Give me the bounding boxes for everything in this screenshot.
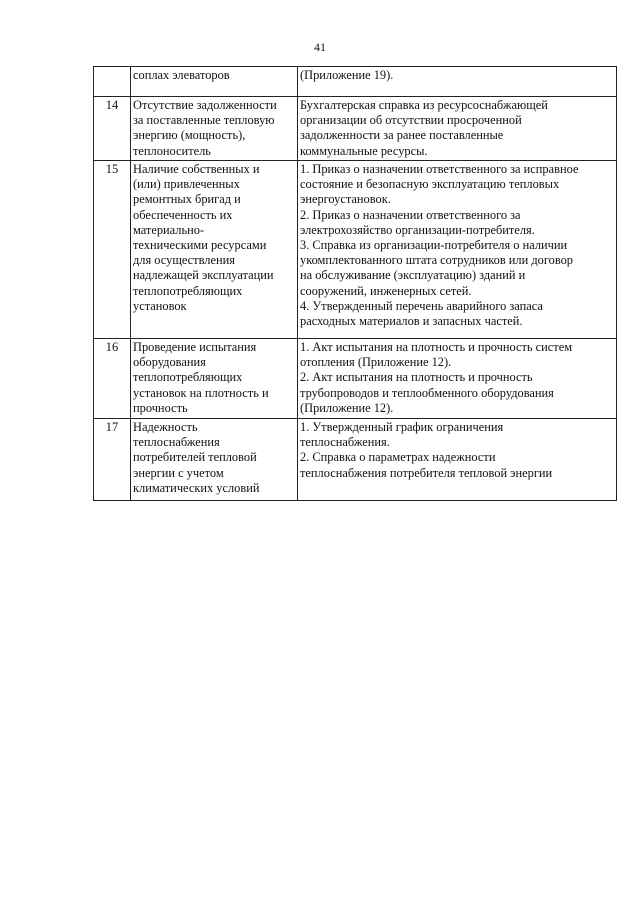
criterion-line: Проведение испытания [133, 340, 257, 354]
documents-cell [298, 67, 617, 97]
criterion-line: обеспеченность их [133, 207, 233, 222]
documents-cell [298, 339, 617, 419]
criterion-line: оборудования [133, 355, 206, 370]
criterion-line: соплах элеваторов [133, 68, 230, 82]
table-row [94, 161, 617, 339]
document-line: (Приложение 19). [300, 68, 394, 82]
criterion-line: за поставленные тепловую [133, 113, 275, 128]
criterion-line: теплопотребляющих [133, 370, 243, 385]
document-line: организации об отсутствии просроченной [300, 113, 522, 128]
criterion-line: установок на плотность и [133, 385, 269, 400]
criterion-line: Надежность [133, 420, 198, 434]
criterion-cell [131, 97, 298, 161]
document-line: 1. Акт испытания на плотность и прочность систем [300, 340, 573, 354]
criterion-cell [131, 67, 298, 97]
criterion-line: (или) привлеченных [133, 177, 240, 192]
document-line: на обслуживание (эксплуатацию) зданий и [300, 268, 526, 283]
document-line: 1. Утвержденный график ограничения [300, 420, 504, 434]
document-line: 3. Справка из организации-потребителя о наличии [300, 238, 568, 253]
criterion-line: энергию (мощность), [133, 128, 246, 143]
criterion-line: теплоноситель [133, 143, 211, 158]
document-line: теплоснабжения потребителя тепловой энергии [300, 465, 553, 480]
criterion-cell [131, 339, 298, 419]
table-row [94, 67, 617, 97]
document-line: 1. Приказ о назначении ответственного за исправное [300, 162, 579, 176]
document-line: коммунальные ресурсы. [300, 143, 428, 158]
criterion-cell [131, 161, 298, 339]
document-line: отопления (Приложение 12). [300, 355, 452, 370]
table-row [94, 419, 617, 501]
criterion-line: климатических условий [133, 480, 260, 495]
table-body [94, 67, 617, 501]
requirements-table [93, 66, 617, 501]
document-line: энергоустановок. [300, 192, 391, 207]
row-number: 17 [94, 419, 131, 501]
criterion-line: надлежащей эксплуатации [133, 268, 274, 283]
criterion-line: прочность [133, 400, 188, 415]
criterion-line: теплопотребляющих [133, 283, 243, 298]
document-line: укомплектованного штата сотрудников или договор [300, 253, 573, 268]
document-line: электрохозяйство организации-потребителя. [300, 222, 535, 237]
document-line: расходных материалов и запасных частей. [300, 314, 523, 329]
criterion-line: теплоснабжения [133, 435, 220, 450]
document-line: 4. Утвержденный перечень аварийного запаса [300, 298, 543, 313]
criterion-line: материально- [133, 222, 205, 237]
table-row [94, 97, 617, 161]
documents-cell [298, 161, 617, 339]
criterion-line: техническими ресурсами [133, 238, 267, 253]
document-line: Бухгалтерская справка из ресурсоснабжающей [300, 98, 548, 112]
document-line: задолженности за ранее поставленные [300, 128, 504, 143]
document-line: трубопроводов и теплообменного оборудования [300, 385, 554, 400]
documents-cell [298, 419, 617, 501]
criterion-line: потребителей тепловой [133, 450, 257, 465]
criterion-line: энергии с учетом [133, 465, 224, 480]
criterion-line: ремонтных бригад и [133, 192, 241, 207]
row-number [94, 67, 131, 97]
criterion-line: для осуществления [133, 253, 235, 268]
document-line: (Приложение 12). [300, 400, 394, 415]
criterion-line: Отсутствие задолженности [133, 98, 277, 112]
row-number: 15 [94, 161, 131, 339]
document-line: 2. Справка о параметрах надежности [300, 450, 496, 465]
page-number: 41 [314, 40, 326, 54]
documents-cell [298, 97, 617, 161]
row-number: 16 [94, 339, 131, 419]
criterion-line: Наличие собственных и [133, 162, 260, 176]
criterion-cell [131, 419, 298, 501]
row-number: 14 [94, 97, 131, 161]
document-line: теплоснабжения. [300, 435, 390, 450]
table-row [94, 339, 617, 419]
criterion-line: установок [133, 298, 187, 313]
document-line: состояние и безопасную эксплуатацию тепловых [300, 177, 560, 192]
document-line: 2. Приказ о назначении ответственного за [300, 207, 521, 222]
document-line: 2. Акт испытания на плотность и прочность [300, 370, 533, 385]
document-line: сооружений, инженерных сетей. [300, 283, 472, 298]
